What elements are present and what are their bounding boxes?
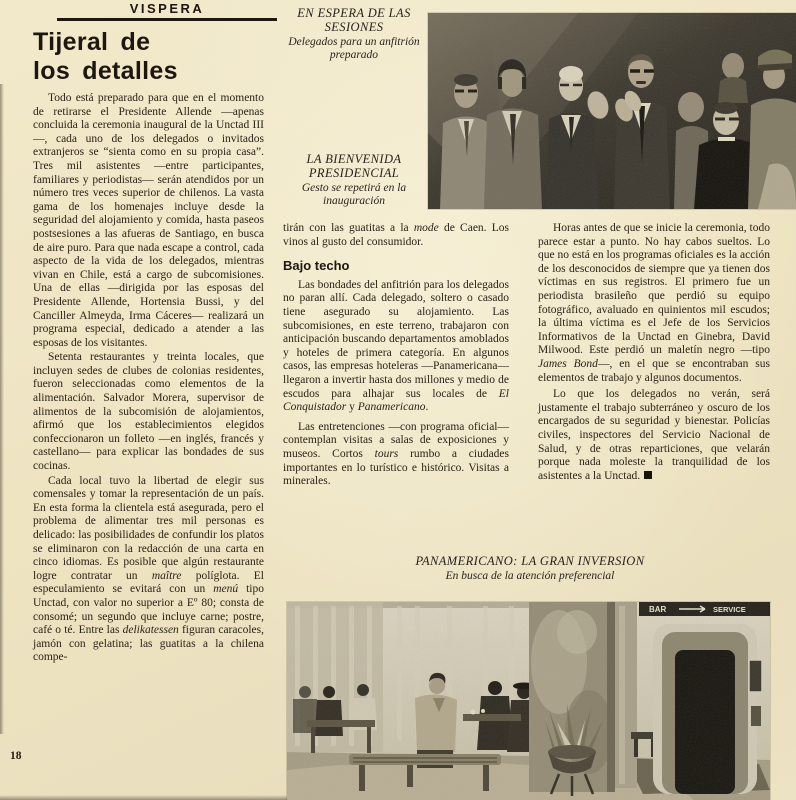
scan-edge-artifact — [0, 795, 290, 800]
caption-panamericano — [330, 554, 730, 583]
article-end-mark — [644, 471, 652, 479]
paragraph: Setenta restaurantes y treinta locales, que incluyen sedes de clubes de colonias residentes, fueron seleccionadas como elementos de la alimentación. Salvador Morera, supervisor de alimentos de la subcomisión de alojamientos, afirmó que los establecimientos elegidos confeccionaron un folleto —en inglés, francés y castellano— para explicar las bondades de sus cocinas. — [33, 351, 264, 473]
paragraph: Todo está preparado para que en el momento de retirarse el Presidente Allende —apenas concluida la ceremonia inaugural de la Unctad III—, cada uno de los delegados o invitados extranjeros se “sienta como en su propia casa”. Tres mil asistentes —entre participantes, familiares y periodistas— serán atendidos por un número tres veces superior de chilenos. La vasta gama de los homenajes incluye desde la seguridad del alojamiento y comida, hasta paseos postsesiones a las afueras de Santiago, en busca de aire puro. Para que nada escape a control, cada aspecto de la vida de los delegados, mientras vivan en Chile, está a cargo de subcomisiones. Una de ellas —dirigida por las esposas del Presidente Allende, Hortensia Bussi, y del Canciller Almeyda, Irma Cáceres— realizará un programa especial, dedicado a atender a las esposas de los visitantes. — [33, 92, 264, 349]
paragraph: Horas antes de que se inicie la ceremonia, todo parece estar a punto. No hay cabos sueltos. Lo que no está en los programas oficiales es la acción de los desconocidos de siempre que ya tienen dos víctimas en sus registros. El primero fue un periodista brasileño que perdió su equipo fotográfico, avaluado en quinientos mil escudos; la última víctima es el Jefe de los Servicios Informativos de la Unctad en Ginebra, David Milwood. Este perdió un maletín negro —tipo James Bond—, en el que se encontraban sus elementos de trabajo y algunos documentos. — [538, 222, 771, 384]
paragraph: tirán con las guatitas a la mode de Caen. Los vinos al gusto del consumidor. — [283, 222, 509, 248]
page-number: 18 — [10, 750, 22, 762]
caption-kicker: EN ESPERA DE LAS SESIONES — [297, 6, 411, 34]
subhead-bajo-techo: Bajo techo — [283, 258, 350, 274]
scan-edge-artifact — [0, 84, 4, 734]
right-column — [538, 222, 770, 483]
caption-sub: Delegados para un anfitrión preparado — [288, 36, 420, 61]
caption-kicker: LA BIENVENIDA PRESIDENCIAL — [306, 152, 402, 180]
masthead-rule — [57, 18, 277, 21]
article-headline — [33, 28, 273, 86]
presidential-welcome-photo — [428, 13, 796, 209]
paragraph: Cada local tuvo la libertad de elegir sus comensales y tomar la representación de un país. En esta forma la clientela está asegurada, pero el problema de alimentar tres mil personas es delicado: las posibilidades de confundir los platos se eliminaron con la redacción de una carta en cinco idiomas. Es posible que algún restaurante logre contratar un maître políglota. El especulamiento se evitará con un menú tipo Unctad, con valor no superior a Eº 80; consta de consomé; un segundo que incluye carne; postre, café o té. Entre las delikatessen figuran caracoles, jamón con gelatina; las guatitas a la chilena compe- — [33, 474, 264, 664]
masthead: VISPERA — [129, 1, 205, 16]
caption-sub: Gesto se repetirá en la inauguración — [301, 182, 407, 207]
hotel-lounge-photo — [287, 602, 770, 800]
caption-kicker: PANAMERICANO: LA GRAN INVERSION — [415, 554, 645, 568]
headline-line1: Tijeral de — [33, 28, 151, 56]
paragraph: Lo que los delegados no verán, será justamente el trabajo subterráneo y oscuro de los encargados de su seguridad y bienestar. Policías civiles, inspectores del Servicio Nacional de Salud, y de otras reparticiones, que velarán porque nada moleste la tranquilidad de los asistentes a la Unctad. — [538, 388, 770, 482]
left-column — [33, 92, 264, 665]
middle-column — [283, 222, 509, 489]
paragraph: Las bondades del anfitrión para los delegados no paran allí. Cada delegado, soltero o casado tiene asegurado su alojamiento. Las subcomisiones, en este terreno, trabajaron con anticipación buscando departamentos amoblados y hoteles de primera categoría. En algunos casos, las empresas hoteleras —Panamericana— llegaron a invertir hasta dos millones y medio de escudos para alhajar sus locales de El Conquistador y Panamericano. — [283, 278, 509, 414]
caption-welcome — [286, 152, 422, 208]
headline-line2: los detalles — [33, 57, 178, 85]
paragraph: Las entretenciones —con programa oficial— contemplan visitas a salas de exposiciones y museos. Cortos tours rumbo a ciudades importantes en lo turístico e histórico. Visitas a minerales. — [283, 420, 509, 488]
caption-sessions — [286, 6, 422, 62]
caption-sub: En busca de la atención preferencial — [445, 570, 615, 582]
